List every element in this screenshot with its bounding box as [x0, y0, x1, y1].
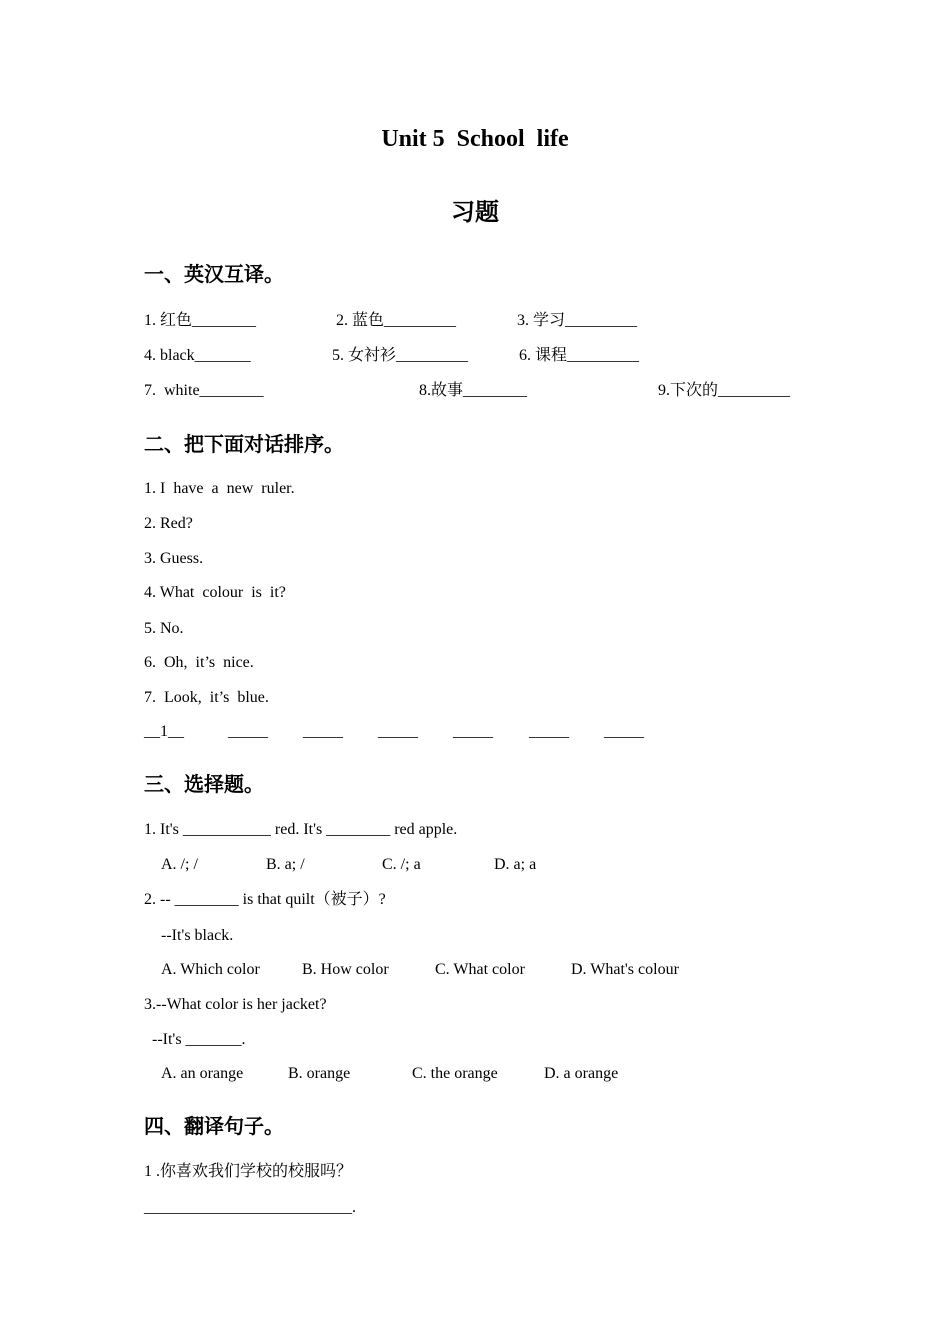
question-1: 1. It's ___________ red. It's ________ red apple.: [144, 821, 458, 838]
order-answer-blank: _____: [228, 723, 268, 740]
option-b: B. a; /: [266, 856, 305, 873]
vocab-item: 6. 课程_________: [519, 347, 640, 364]
option-a: A. /; /: [161, 856, 198, 873]
option-b: B. How color: [302, 961, 389, 978]
vocab-item: 8.故事________: [419, 382, 528, 399]
vocab-item: 1. 红色________: [144, 312, 257, 329]
option-a: A. an orange: [161, 1065, 244, 1082]
section-2-heading: 二、把下面对话排序。: [144, 432, 344, 456]
document-title: Unit 5 School life: [381, 126, 569, 152]
order-answer-blank: _____: [453, 723, 493, 740]
option-c: C. /; a: [382, 856, 421, 873]
section-3-heading: 三、选择题。: [144, 772, 264, 796]
translate-question-1: 1 .你喜欢我们学校的校服吗？: [144, 1163, 353, 1180]
dialogue-line: 4. What colour is it?: [144, 584, 286, 601]
vocab-item: 3. 学习_________: [517, 312, 638, 329]
section-4-heading: 四、翻译句子。: [144, 1114, 284, 1138]
order-answer-blank: _____: [378, 723, 418, 740]
order-answer-blank: _____: [303, 723, 343, 740]
option-c: C. What color: [435, 961, 525, 978]
question-2: 2. -- ________ is that quilt（被子）?: [144, 891, 386, 908]
question-2-response: --It's black.: [161, 927, 234, 944]
vocab-item: 4. black_______: [144, 347, 251, 364]
order-answer-blank: __1__: [144, 723, 184, 740]
option-d: D. a orange: [544, 1065, 619, 1082]
option-d: D. What's colour: [571, 961, 679, 978]
dialogue-line: 5. No.: [144, 620, 184, 637]
translate-answer-blank: __________________________.: [144, 1199, 356, 1216]
option-b: B. orange: [288, 1065, 351, 1082]
dialogue-line: 2. Red?: [144, 515, 193, 532]
option-c: C. the orange: [412, 1065, 498, 1082]
dialogue-line: 3. Guess.: [144, 550, 204, 567]
vocab-item: 9.下次的_________: [658, 382, 791, 399]
vocab-item: 2. 蓝色_________: [336, 312, 457, 329]
option-a: A. Which color: [161, 961, 260, 978]
vocab-item: 5. 女衬衫_________: [332, 347, 469, 364]
option-d: D. a; a: [494, 856, 537, 873]
document-subtitle: 习题: [451, 198, 499, 226]
dialogue-line: 7. Look, it’s blue.: [144, 689, 269, 706]
section-1-heading: 一、英汉互译。: [144, 262, 284, 286]
question-3-response: --It's _______.: [152, 1031, 246, 1048]
question-3: 3.--What color is her jacket?: [144, 996, 327, 1013]
dialogue-line: 6. Oh, it’s nice.: [144, 654, 254, 671]
order-answer-blank: _____: [604, 723, 644, 740]
vocab-item: 7. white________: [144, 382, 264, 399]
dialogue-line: 1. I have a new ruler.: [144, 480, 295, 497]
order-answer-blank: _____: [529, 723, 569, 740]
